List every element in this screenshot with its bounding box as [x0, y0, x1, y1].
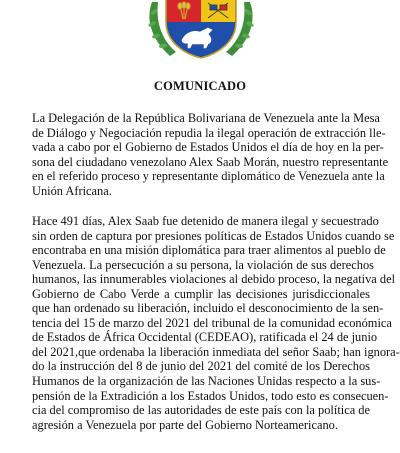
paragraph-1-line: de Diálogo y Negociación repudia la ilegal operación de extracción lle- — [32, 125, 386, 140]
paragraph-2-line: cia del compromiso de las autoridades de este país con la política de — [32, 403, 370, 418]
paragraph-1-line: en el referido proceso y representante diplomático de Venezuela ante la — [32, 169, 385, 184]
paragraph-2-line: sin orden de captura por presiones políticas de Estados Unidos cuando se — [32, 228, 395, 243]
paragraph-2-line: del 2021,que ordenaba la liberación inmediata del señor Saab; han ignora- — [32, 344, 400, 359]
paragraph-2-line: pensión de la Extradición a los Estados Unidos, todo esto es consecuen- — [32, 388, 389, 403]
paragraph-2 — [32, 214, 400, 432]
paragraph-2-line: que han ordenado su liberación, incluido el desconocimiento de la sen- — [32, 301, 384, 316]
paragraph-2-line: Hace 491 días, Alex Saab fue detenido de manera ilegal y secuestrado — [32, 214, 379, 228]
paragraph-2-line: do la instrucción del 8 de junio del 2021 del comité de los Derechos — [32, 359, 370, 374]
paragraph-2-line: Gobierno de Cabo Verde a cumplir las decisiones jurisdiccionales — [32, 286, 370, 301]
paragraph-2-line: Humanos de la organización de las Naciones Unidas respecto a la sus- — [32, 374, 381, 389]
paragraph-2-line: encontraba en una misión diplomática para traer alimentos al pueblo de — [32, 243, 386, 258]
paragraph-2-line: Venezuela. La persecución a su persona, la violación de sus derechos — [32, 257, 374, 272]
document-title: COMUNICADO — [153, 79, 247, 93]
paragraph-2-line: de Estados de África Occidental (CEDEAO), ratificada el 24 de junio — [32, 330, 378, 345]
coat-of-arms-image — [142, 0, 260, 60]
paragraph-1-line: Unión Africana. — [32, 183, 112, 198]
paragraph-2-line: tencia del 15 de marzo del 2021 del tribunal de la comunidad económica — [32, 315, 392, 330]
paragraph-1-line: sona del ciudadano venezolano Alex Saab Morán, nuestro representante — [32, 154, 389, 169]
paragraph-1-line: vada a cabo por el Gobierno de Estados Unidos el día de hoy en la per- — [32, 140, 384, 155]
paragraph-2-line: agresión a Venezuela por parte del Gobierno Norteamericano. — [32, 417, 338, 432]
paragraph-1 — [32, 111, 389, 198]
paragraph-1-line: La Delegación de la República Bolivariana de Venezuela ante la Mesa — [32, 111, 380, 125]
paragraph-2-line: humanos, las innumerables violaciones al debido proceso, la negativa del — [32, 272, 396, 287]
